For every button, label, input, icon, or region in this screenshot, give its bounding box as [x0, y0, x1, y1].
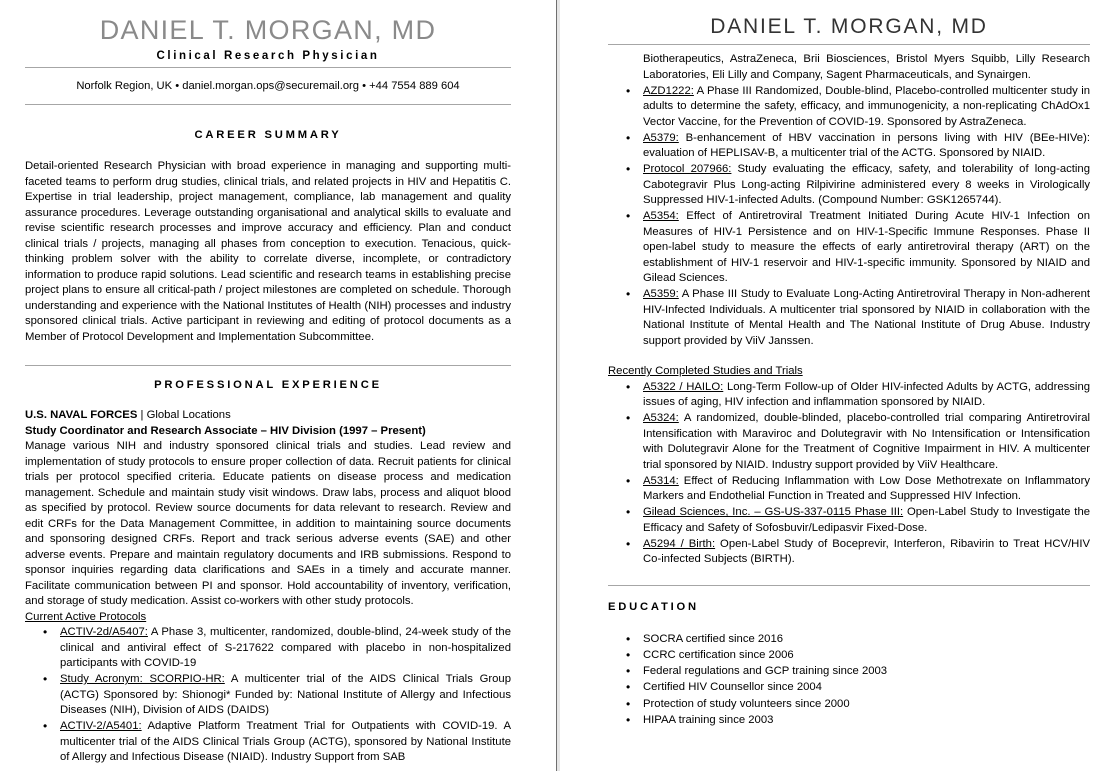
page-1-content	[25, 0, 511, 766]
career-summary-text: Detail-oriented Research Physician with broad experience in managing and supporting multi-faceted teams to perform drug studies, clinical trials, and related projects in HIV and Hepatitis C. Expertise in trial leadership, project management, compliance, lab management and quality assurance procedures. Leverage outstanding organisational and analytical skills to evaluate and revise scientific research processes and improve accuracy and efficiency. Plan and conduct clinical trials / projects, managing all phases from conception to execution. Tenacious, quick-thinking problem solver with the ability to correlate diverse, incomplete, or contradictory information to produce rapid solutions. Lead scientific and research teams in establishing precise project plans to ensure all critical-path / project milestones are completed on schedule. Thorough understanding and experience with the National Institutes of Health (NIH) processes and industry sponsored clinical trials. Active participant in reviewing and editing of protocol documents as a Member of Protocol Development and Implementation Subcommittee.	[25, 160, 511, 343]
summary-divider	[25, 365, 511, 366]
page-2-content	[608, 0, 1090, 728]
study-code: ACTIV-2/A5401:	[60, 720, 142, 732]
study-code: A5314:	[643, 474, 679, 487]
study-description: Study evaluating the efficacy, safety, and tolerability of long-acting Cabotegravir Plus Long-acting Rilpivirine administered every 8 weeks in Virologically Suppressed HIV-1-infected Adults. (Compound Number: GSK1265744).	[643, 163, 1090, 206]
list-item: • CCRC certification since 2006	[643, 647, 1090, 663]
list-item	[643, 505, 1090, 536]
study-code: A5359:	[643, 288, 679, 300]
employer-line	[25, 408, 511, 424]
study-description: Long-Term Follow-up of Older HIV-infected Adults by ACTG, addressing issues of aging, HIV infection and inflammation sponsored by NIAID.	[643, 380, 1091, 408]
contact-line: Norfolk Region, UK • daniel.morgan.ops@securemail.org • +44 7554 889 604	[76, 80, 460, 92]
study-description: Effect of Reducing Inflammation with Low Dose Methotrexate on Inflammatory Markers and Endothelial Function in Treated and Suppressed HIV Infection.	[643, 474, 1090, 502]
list-item	[60, 672, 511, 719]
study-code: Protocol 207966:	[643, 163, 732, 175]
study-code: A5294 / Birth:	[643, 537, 716, 550]
study-code: A5322 / HAILO:	[643, 380, 724, 393]
study-code: ACTIV-2d/A5407:	[60, 626, 148, 638]
list-item	[643, 474, 1090, 505]
study-description: Open-Label Study of Boceprevir, Interferon, Ribavirin to Treat HCV/HIV Co-infected Subjects (BIRTH).	[643, 537, 1090, 565]
study-continuation: Biotherapeutics, AstraZeneca, Brii Biosciences, Bristol Myers Squibb, Lilly Research Laboratories, Eli Lilly and Company, Sagent Pharmaceuticals, and Synairgen.	[643, 53, 1090, 81]
experience-divider	[608, 585, 1090, 586]
list-item: • Protection of study volunteers since 2000	[643, 696, 1090, 712]
list-item	[643, 287, 1090, 349]
candidate-name-page-2: DANIEL T. MORGAN, MD	[710, 15, 988, 38]
study-code: A5324:	[643, 412, 679, 424]
list-item	[60, 625, 511, 672]
employer-location: | Global Locations	[137, 409, 231, 421]
current-protocols-list-page-2	[608, 52, 1090, 349]
completed-studies-label: Recently Completed Studies and Trials	[608, 365, 803, 377]
header-divider-page-2	[608, 44, 1090, 45]
candidate-name: DANIEL T. MORGAN, MD	[99, 15, 437, 45]
study-description: A multicenter trial of the AIDS Clinical Trials Group (ACTG) Sponsored by: Shionogi* Funded by: National Institute of Allergy and Infectious Diseases (NIH), Division of AIDS (DAIDS)	[60, 673, 511, 716]
experience-heading: PROFESSIONAL EXPERIENCE	[154, 379, 382, 391]
study-code: Study Acronym: SCORPIO-HR:	[60, 673, 225, 685]
list-item	[643, 162, 1090, 209]
education-list	[608, 631, 1090, 729]
study-code: A5354:	[643, 210, 679, 222]
current-protocols-label: Current Active Protocols	[25, 610, 147, 623]
list-item: • HIPAA training since 2003	[643, 712, 1090, 728]
study-description: Adaptive Platform Treatment Trial for Outpatients with COVID-19. A multicenter trial of the AIDS Clinical Trials Group (ACTG), sponsored by National Institute of Allergy and Infectious Disease (NIAID). Industry Support from SAB	[60, 720, 511, 763]
study-description: A Phase 3, multicenter, randomized, double-blind, 24-week study of the clinical and antiviral effect of S-217622 compared with placebo in non-hospitalized participants with COVID-19	[60, 626, 511, 669]
list-item	[60, 719, 511, 766]
study-description: Effect of Antiretroviral Treatment Initiated During Acute HIV-1 Infection on Measures of HIV-1 Persistence and on HIV-1-Specific Immune Responses. Phase II open-label study to measure the effects of early antiretroviral therapy (ART) on the establishment of HIV-1 reservoir and HIV-1-specific immunity. Sponsored by NIAID and Gilead Sciences.	[643, 210, 1090, 284]
education-heading: EDUCATION	[608, 600, 699, 613]
resume-page-1	[0, 0, 556, 771]
resume-page-2	[560, 0, 1117, 771]
list-item: • Certified HIV Counsellor since 2004	[643, 679, 1090, 695]
candidate-title: Clinical Research Physician	[156, 50, 380, 62]
job-role: Study Coordinator and Research Associate – HIV Division (1997 – Present)	[25, 424, 426, 437]
employer-name: U.S. NAVAL FORCES	[25, 409, 138, 421]
study-code: Gilead Sciences, Inc. – GS-US-337-0115 Phase III:	[643, 506, 904, 518]
study-description: A randomized, double-blinded, placebo-controlled trial comparing Antiretroviral Intensification with Maraviroc and Dolutegravir with No Intensification or Intensification with Dolutegravir Alone for the Treatment of Cognitive Impairment in HIV. A multicenter trial sponsored by NIAID. Industry support provided by ViiV Healthcare.	[643, 412, 1090, 471]
study-description: B-enhancement of HBV vaccination in persons living with HIV (BEe-HIVe): evaluation of HEPLISAV-B, a multicenter trial of the ACTG. Sponsored by NIAID.	[643, 131, 1090, 159]
list-item	[643, 411, 1090, 473]
list-item	[643, 537, 1090, 568]
job-description: Manage various NIH and industry sponsored clinical trials and studies. Lead review and implementation of study protocols to ensure proper collection of data. Recruit patients for clinical trials per protocol specified criteria. Educate patients on disease process and medication management. Schedule and maintain study visit windows. Draw labs, process and aliquot blood as specified by protocol. Review source documents for data relevant to research. Review and edit CRFs for the Data Management Committee, in addition to maintaining source documents and sponsoring designed CRFs. Report and track serious adverse events (SAE) and other adverse events. Prepare and maintain regulatory documents and IRB submissions. Respond to sponsor inquiries regarding data clarifications and SAEs in a timely and accurate manner. Facilitate communication between PI and sponsor. Hold accountability of inventory, verification, and storage of study medication. Assist co-workers with other study protocols.	[25, 440, 511, 607]
list-item	[643, 209, 1090, 287]
list-item: • SOCRA certified since 2016	[643, 631, 1090, 647]
study-description: A Phase III Randomized, Double-blind, Placebo-controlled multicenter study in adults to determine the safety, efficacy, and immunogenicity, a non-replicating ChAdOx1 Vector Vaccine, for the Prevention of COVID-19. Sponsored by AstraZeneca.	[643, 84, 1090, 128]
completed-studies-list	[608, 380, 1090, 568]
study-description: A Phase III Study to Evaluate Long-Acting Antiretroviral Therapy in Non-adherent HIV-Infected Individuals. A multicenter trial sponsored by NIAID in collaboration with the National Institute of Mental Health and The National Institute of Drug Abuse. Industry support provided by ViiV Janssen.	[643, 288, 1090, 347]
list-item	[643, 84, 1090, 131]
study-description: Open-Label Study to Investigate the Efficacy and Safety of Sofosbuvir/Ledipasvir Fixed-Dose.	[643, 506, 1091, 534]
study-code: AZD1222:	[643, 84, 694, 97]
list-item: • Federal regulations and GCP training since 2003	[643, 663, 1090, 679]
contact-divider	[25, 104, 511, 105]
career-summary-heading: CAREER SUMMARY	[194, 129, 342, 141]
continued-list-item	[643, 52, 1090, 83]
list-item	[643, 380, 1090, 411]
current-protocols-list-page-1	[25, 625, 511, 766]
study-code: A5379:	[643, 131, 679, 144]
list-item	[643, 131, 1090, 162]
